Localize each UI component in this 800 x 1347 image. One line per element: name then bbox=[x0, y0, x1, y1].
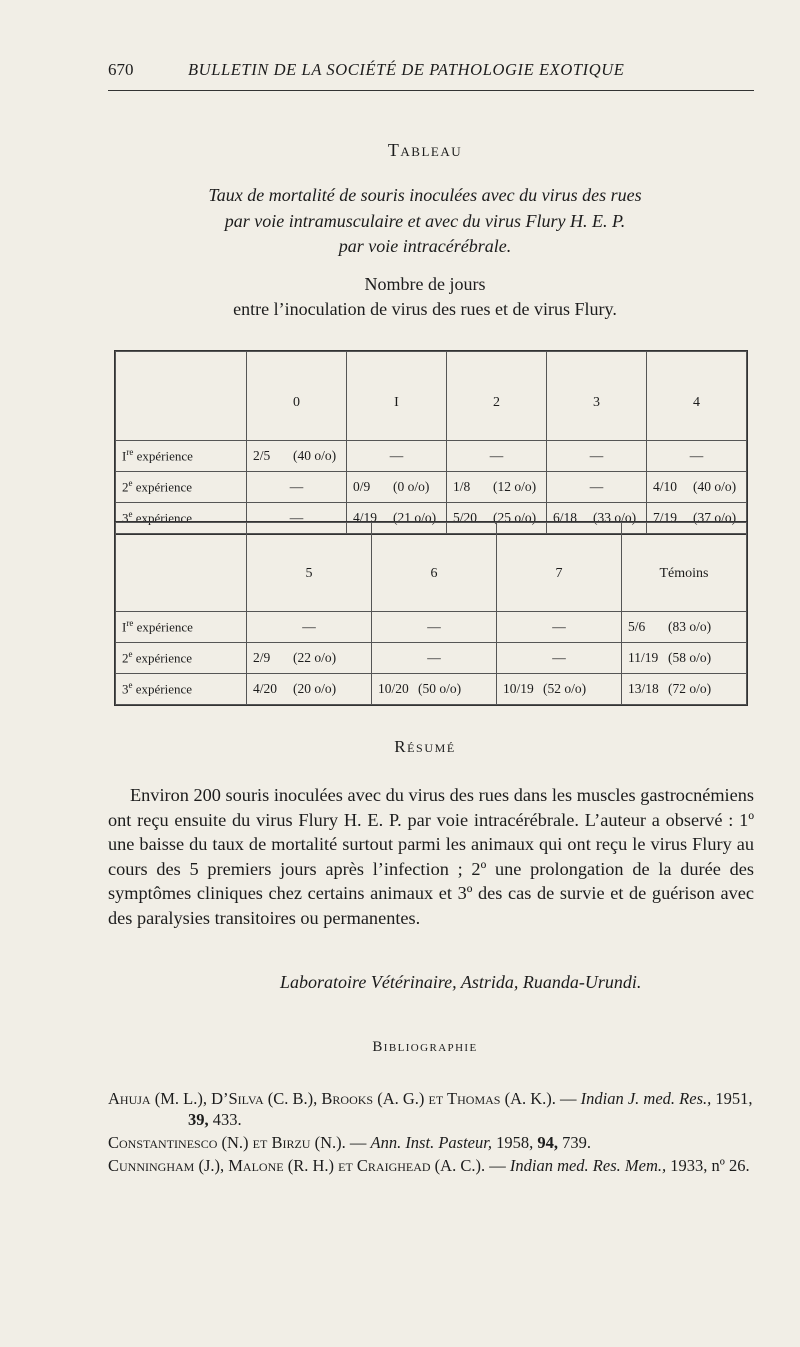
empty-cell: — bbox=[247, 472, 347, 503]
percent-value: (72 o/o) bbox=[668, 681, 712, 696]
affiliation-signature: Laboratoire Vétérinaire, Astrida, Ruanda-Urundi. bbox=[280, 972, 642, 992]
reference-year: 1951, bbox=[715, 1089, 753, 1108]
empty-cell: — bbox=[547, 441, 647, 472]
reference-pages: 739. bbox=[562, 1133, 591, 1152]
percent-value: (37 o/o) bbox=[693, 510, 737, 525]
mortality-cell bbox=[647, 472, 747, 503]
row-label: 2e expérience bbox=[116, 472, 247, 503]
percent-value: (52 o/o) bbox=[543, 681, 587, 696]
column-header: 5 bbox=[247, 523, 372, 612]
mortality-cell bbox=[247, 674, 372, 705]
mortality-cell bbox=[622, 643, 747, 674]
empty-cell: — bbox=[547, 472, 647, 503]
table-row bbox=[116, 674, 747, 705]
empty-cell: — bbox=[647, 441, 747, 472]
column-header: 2 bbox=[447, 352, 547, 441]
reference-volume: 94, bbox=[537, 1133, 558, 1152]
fraction-value: 4/10 bbox=[653, 479, 678, 494]
row-label: Ire expérience bbox=[116, 441, 247, 472]
reference-authors: Ahuja (M. L.), D’Silva (C. B.), Brooks (A. G.) et Thomas (A. K.). — bbox=[108, 1089, 577, 1108]
mortality-cell bbox=[497, 674, 622, 705]
empty-cell: — bbox=[372, 612, 497, 643]
column-header: 7 bbox=[497, 523, 622, 612]
table-title: Tableau bbox=[387, 140, 463, 160]
fraction-value: 10/20 bbox=[378, 681, 409, 696]
caption-line: par voie intramusculaire et avec du virus Flury H. E. P. bbox=[224, 210, 626, 231]
subtitle-line: Nombre de jours bbox=[364, 274, 486, 294]
reference-volume: 39, bbox=[188, 1110, 209, 1129]
table-row bbox=[116, 612, 747, 643]
column-header: 4 bbox=[647, 352, 747, 441]
mortality-table-days-5-7 bbox=[114, 521, 748, 706]
column-header: 0 bbox=[247, 352, 347, 441]
empty-cell: — bbox=[372, 643, 497, 674]
table-row bbox=[116, 643, 747, 674]
table-grid bbox=[115, 351, 747, 534]
row-label: 3e expérience bbox=[116, 674, 247, 705]
empty-cell: — bbox=[447, 441, 547, 472]
mortality-cell bbox=[347, 472, 447, 503]
reference-authors: Cunningham (J.), Malone (R. H.) et Craighead (A. C.). — bbox=[108, 1156, 506, 1175]
fraction-value: 4/19 bbox=[353, 510, 378, 525]
row-label: Ire expérience bbox=[116, 612, 247, 643]
mortality-cell bbox=[447, 472, 547, 503]
percent-value: (50 o/o) bbox=[418, 681, 462, 696]
reference-item bbox=[108, 1088, 754, 1130]
page-number: 670 bbox=[108, 60, 134, 79]
bibliography-heading: Bibliographie bbox=[372, 1039, 478, 1055]
fraction-value: 10/19 bbox=[503, 681, 534, 696]
fraction-value: 5/20 bbox=[453, 510, 478, 525]
reference-journal: Indian med. Res. Mem., bbox=[509, 1156, 667, 1175]
row-label: 3e expérience bbox=[116, 503, 247, 534]
fraction-value: 6/18 bbox=[553, 510, 578, 525]
reference-journal: Indian J. med. Res., bbox=[580, 1089, 712, 1108]
journal-title: BULLETIN DE LA SOCIÉTÉ DE PATHOLOGIE EXOTIQUE bbox=[188, 60, 625, 79]
percent-value: (83 o/o) bbox=[668, 619, 712, 634]
subtitle-line: entre l’inoculation de virus des rues et de virus Flury. bbox=[233, 299, 617, 319]
percent-value: (33 o/o) bbox=[593, 510, 637, 525]
reference-list bbox=[108, 1088, 754, 1178]
table-grid bbox=[115, 522, 747, 705]
empty-cell: — bbox=[247, 503, 347, 534]
reference-pages: 433. bbox=[212, 1110, 242, 1129]
empty-cell: — bbox=[497, 612, 622, 643]
fraction-value: 4/20 bbox=[253, 681, 278, 696]
reference-year: 1933, bbox=[670, 1156, 708, 1175]
row-label: 2e expérience bbox=[116, 643, 247, 674]
column-header: Témoins bbox=[622, 523, 747, 612]
table-row bbox=[116, 441, 747, 472]
column-header: I bbox=[347, 352, 447, 441]
mortality-cell bbox=[247, 643, 372, 674]
reference-item bbox=[108, 1155, 754, 1176]
fraction-value: 0/9 bbox=[353, 479, 371, 494]
empty-cell: — bbox=[247, 612, 372, 643]
running-header bbox=[108, 60, 750, 88]
table-caption bbox=[100, 182, 750, 259]
caption-line: Taux de mortalité de souris inoculées avec du virus des rues bbox=[208, 185, 642, 205]
mortality-cell bbox=[372, 674, 497, 705]
empty-cell: — bbox=[347, 441, 447, 472]
fraction-value: 1/8 bbox=[453, 479, 471, 494]
percent-value: (21 o/o) bbox=[393, 510, 437, 525]
percent-value: (40 o/o) bbox=[293, 448, 337, 463]
mortality-cell bbox=[622, 674, 747, 705]
empty-cell: — bbox=[497, 643, 622, 674]
mortality-cell bbox=[247, 441, 347, 472]
mortality-cell bbox=[622, 612, 747, 643]
header-corner bbox=[116, 352, 247, 441]
reference-pages: nº 26. bbox=[711, 1156, 750, 1175]
percent-value: (12 o/o) bbox=[493, 479, 537, 494]
fraction-value: 2/5 bbox=[253, 448, 271, 463]
header-corner bbox=[116, 523, 247, 612]
column-header: 3 bbox=[547, 352, 647, 441]
column-header: 6 bbox=[372, 523, 497, 612]
percent-value: (0 o/o) bbox=[393, 479, 430, 494]
percent-value: (40 o/o) bbox=[693, 479, 737, 494]
percent-value: (22 o/o) bbox=[293, 650, 337, 665]
reference-authors: Constantinesco (N.) et Birzu (N.). — bbox=[108, 1133, 367, 1152]
fraction-value: 13/18 bbox=[628, 681, 659, 696]
percent-value: (58 o/o) bbox=[668, 650, 712, 665]
mortality-table-days-0-4 bbox=[114, 350, 748, 535]
percent-value: (20 o/o) bbox=[293, 681, 337, 696]
header-rule bbox=[108, 90, 754, 91]
reference-year: 1958, bbox=[496, 1133, 534, 1152]
table-subtitle bbox=[100, 272, 750, 322]
table-row bbox=[116, 472, 747, 503]
table-header-row bbox=[116, 352, 747, 441]
fraction-value: 11/19 bbox=[628, 650, 659, 665]
percent-value: (25 o/o) bbox=[493, 510, 537, 525]
summary-paragraph: Environ 200 souris inoculées avec du virus des rues dans les muscles gastrocnémiens ont reçu ensuite du virus Flury H. E. P. par voie intracérébrale. L’auteur a observé : 1º une baisse du taux de mortalité surtout parmi les animaux qui ont reçu le virus Flury au cours des 5 premiers jours après l’infection ; 2º une prolongation de la durée des symptômes cliniques chez certains animaux et 3º des cas de survie et de guérison avec des paralysies transitoires ou permanentes. bbox=[108, 785, 754, 928]
resume-heading: Résumé bbox=[394, 737, 456, 756]
reference-item bbox=[108, 1132, 754, 1153]
reference-journal: Ann. Inst. Pasteur, bbox=[370, 1133, 492, 1152]
fraction-value: 7/19 bbox=[653, 510, 678, 525]
table-header-row bbox=[116, 523, 747, 612]
fraction-value: 5/6 bbox=[628, 619, 646, 634]
fraction-value: 2/9 bbox=[253, 650, 271, 665]
caption-line: par voie intracérébrale. bbox=[338, 236, 512, 256]
